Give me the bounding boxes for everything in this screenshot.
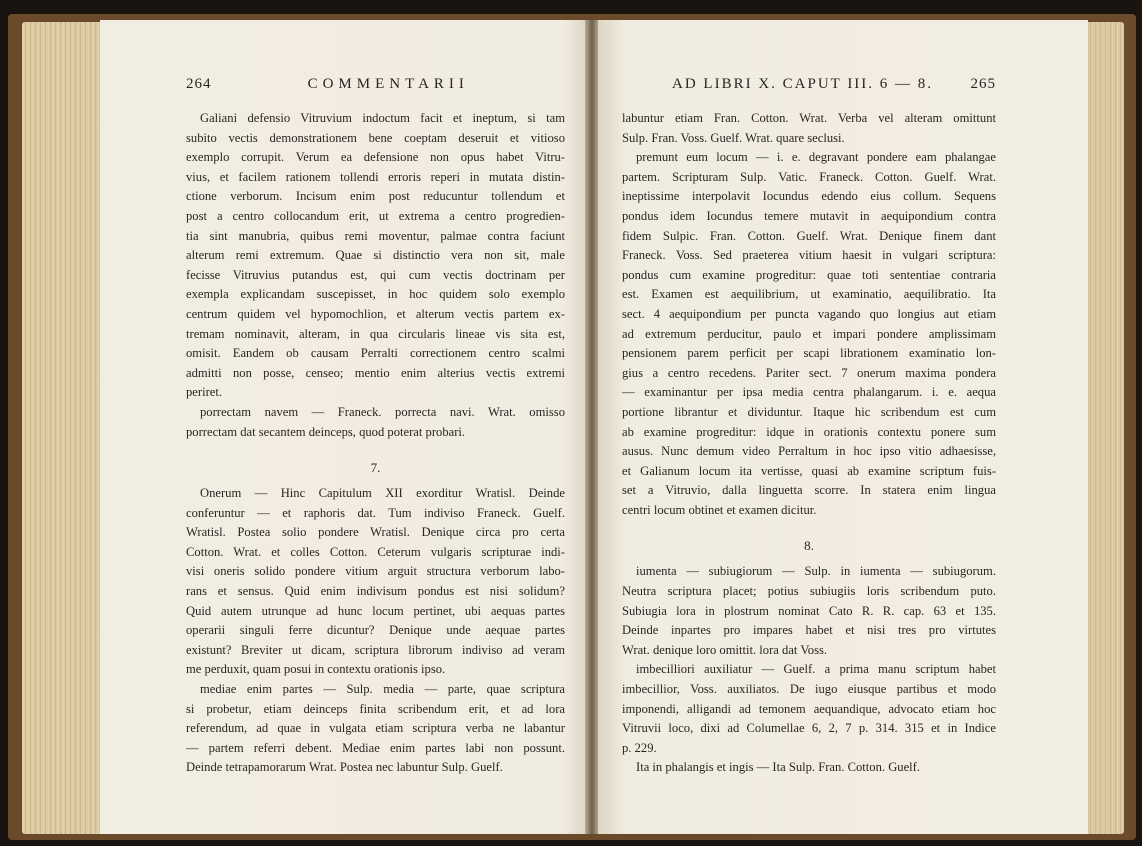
book-gutter xyxy=(585,20,599,834)
right-page xyxy=(598,20,1088,834)
text-line: ctione verborum. Incisum enim post reducuntur tollendum et xyxy=(186,189,565,204)
text-line: alterum remi extremum. Quae si distinctio vera non sit, male xyxy=(186,248,565,263)
text-line: Quid autem utrunque ad hunc locum pertinet, ubi aequas partes xyxy=(186,603,565,618)
text-line: est. Examen est aequilibrium, ut examinatio, aequilibratio. Ita xyxy=(622,287,996,302)
text-line: admitti non posse, censeo; mentio enim alterius vectis extremi xyxy=(186,365,565,380)
right-section-number: 8. xyxy=(804,538,814,554)
text-line: — examinantur per ipsa media centra phalangarum. i. e. aequa xyxy=(622,385,996,400)
text-line: mediae enim partes — Sulp. media — parte, quae scriptura xyxy=(200,682,565,697)
right-page-number: 265 xyxy=(970,76,996,92)
text-line: me perduxit, quam posui in contextu orationis ipso. xyxy=(186,662,446,677)
text-line: Deinde inpartes pro impares habet et nisi tres pro virtutes xyxy=(622,623,996,638)
text-line: imbecilliori auxiliatur — Guelf. a prima manu scriptum habet xyxy=(636,662,996,677)
text-line: Vitruvii loco, dixi ad Columellae 6, 2, 7 p. 314. 315 et in Indice xyxy=(622,721,996,736)
text-line: Neutra scriptura placet; potius subiugiis loris scribendum puto. xyxy=(622,584,996,599)
left-page xyxy=(100,20,587,834)
page-edges-left xyxy=(22,22,104,834)
text-line: Deinde tetrapamorarum Wrat. Postea nec labuntur Sulp. Guelf. xyxy=(186,760,503,775)
text-line: iumenta — subiugiorum — Sulp. in iumenta — subiugorum. xyxy=(636,564,996,579)
text-line: sect. 4 aequipondium per puncta vagando quo longius aut etiam xyxy=(622,306,996,321)
text-line: Wratisl. Postea solio pondere Wratisl. Denique circa pro certa xyxy=(186,525,565,540)
text-line: Galiani defensio Vitruvium indoctum facit et ineptum, si tam xyxy=(200,111,565,125)
text-line: partem. Scripturam Sulp. Vatic. Franeck. Cotton. Guelf. Wrat. xyxy=(622,169,996,184)
text-line: periret. xyxy=(186,385,223,400)
text-line: Wrat. denique loro omittit. lora dat Voss. xyxy=(622,642,828,657)
text-line: ineptissime interpolavit Iocundus edendo eius collum. Sequens xyxy=(622,189,996,204)
text-line: Ita in phalangis et ingis — Ita Sulp. Fran. Cotton. Guelf. xyxy=(636,760,921,775)
text-line: pondus idem Iocundus temere mutavit in aequipondium contra xyxy=(622,208,996,223)
text-line: et Galianum locum ita vertisse, quasi ab examine scriptum fuis- xyxy=(622,463,996,478)
text-line: referendum, ad quae in vulgata etiam scriptura verba ne labantur xyxy=(186,721,565,736)
text-line: p. 229. xyxy=(622,740,657,755)
text-line: set a Vitruvio, dalla linguetta scorre. In statera enim lingua xyxy=(622,483,996,498)
text-line: si probetur, etiam deinceps finita scribendum erit, et ad lora xyxy=(186,701,565,716)
text-line: porrectam navem — Franeck. porrecta navi. Wrat. omisso xyxy=(200,404,565,419)
right-text-block-b xyxy=(622,562,996,778)
text-line: porrectam dat secantem deinceps, quod poterat probari. xyxy=(186,424,466,439)
text-line: visi oneris solido pondere vitium arguit structura verborum labo- xyxy=(186,564,565,579)
text-line: omisit. Eandem ob causam Perralti correctionem centro scalmi xyxy=(186,346,565,361)
text-line: tremam nominavit, alteram, in qua circularis lineae vis sita est, xyxy=(186,326,565,341)
text-line: subito vectis demonstrationem bene coeptam deseruit et vitioso xyxy=(186,130,565,145)
left-page-header xyxy=(186,76,565,93)
text-line: imbecillior, Voss. auxiliatos. De iugo eiusque partibus et modo xyxy=(622,682,996,697)
text-line: conferuntur — et raphoris dat. Tum indiviso Franeck. Guelf. xyxy=(186,505,565,520)
text-line: — partem referri debent. Mediae enim partes labi non possunt. xyxy=(186,740,565,755)
text-line: Sulp. Fran. Voss. Guelf. Wrat. quare seclusi. xyxy=(622,130,845,145)
left-running-title: COMMENTARII xyxy=(307,76,469,92)
text-line: existunt? Breviter ut dicam, scriptura librorum indiviso ad veram xyxy=(186,642,565,657)
text-line: ab examine progreditur: idque in orationis contextu ponere sum xyxy=(622,424,996,439)
text-line: ausus. Nunc demum video Perraltum in hoc ipso vitio adhaesisse, xyxy=(622,444,996,459)
right-running-title: AD LIBRI X. CAPUT III. 6 — 8. xyxy=(672,76,934,92)
text-line: exempla explicandam suscepisset, in hoc quidem solo exemplo xyxy=(186,287,565,302)
text-line: operarii singuli ferre dicuntur? Denique unde aequae partes xyxy=(186,623,565,638)
text-line: portione librantur et dividuntur. Itaque hic scribendum est cum xyxy=(622,404,996,419)
text-line: Franeck. Voss. Sed praeterea vitium haesit in vulgari scriptura: xyxy=(622,248,996,263)
text-line: rans et sensus. Quid enim indivisum pondus est nisi solidum? xyxy=(186,584,565,599)
text-line: imponendi, alligandi ad temonem aequandique, advocato etiam hoc xyxy=(622,701,996,716)
left-text-block-a xyxy=(186,109,565,442)
left-section-number: 7. xyxy=(370,460,381,476)
text-line: ad extremum perducitur, paulo et impari pondere amplissimam xyxy=(622,326,996,341)
page-edges-right xyxy=(1084,22,1124,834)
text-line: fecisse Vitruvius putandus est, qui cum vectis doctrinam per xyxy=(186,267,565,282)
left-text-block-b xyxy=(186,484,565,778)
right-text-block-a xyxy=(622,109,996,520)
text-line: Cotton. Wrat. et colles Cotton. Ceterum vulgaris scripturae indi- xyxy=(186,544,565,559)
text-line: Subiugia lora in plostrum nominat Cato R. R. cap. 63 et 135. xyxy=(622,603,996,618)
text-line: Onerum — Hinc Capitulum XII exorditur Wratisl. Deinde xyxy=(200,486,565,501)
text-line: labuntur etiam Fran. Cotton. Wrat. Verba vel alteram omittunt xyxy=(622,111,996,125)
text-line: exemplo corrupit. Verum ea defensione non opus habet Vitru- xyxy=(186,150,565,165)
right-page-header xyxy=(622,76,996,93)
text-line: fidem Sulpic. Fran. Cotton. Guelf. Wrat. Denique finem dant xyxy=(622,228,996,243)
text-line: tia sint manubria, quibus remi moventur, palmae contra faciunt xyxy=(186,228,565,243)
text-line: centrum quidem vel hypomochlion, et alterum vectis partem ex- xyxy=(186,306,565,321)
text-line: premunt eum locum — i. e. degravant pondere eam phalangae xyxy=(636,150,996,165)
text-line: gius a centro recedens. Pariter sect. 7 onerum maxima pondera xyxy=(622,365,996,380)
left-page-number: 264 xyxy=(186,76,212,92)
text-line: pondus cum examine progreditur: quae toti sententiae contraria xyxy=(622,267,996,282)
text-line: pensionem parem perficit per scapi librationem examinatio lon- xyxy=(622,346,996,361)
text-line: centri locum obtinet et examen dicitur. xyxy=(622,502,817,517)
text-line: post a centro collocandum erit, ut extrema a centro progredien- xyxy=(186,208,565,223)
text-line: vius, et facilem rationem tollendi erroris reperi in mutata distin- xyxy=(186,169,565,184)
